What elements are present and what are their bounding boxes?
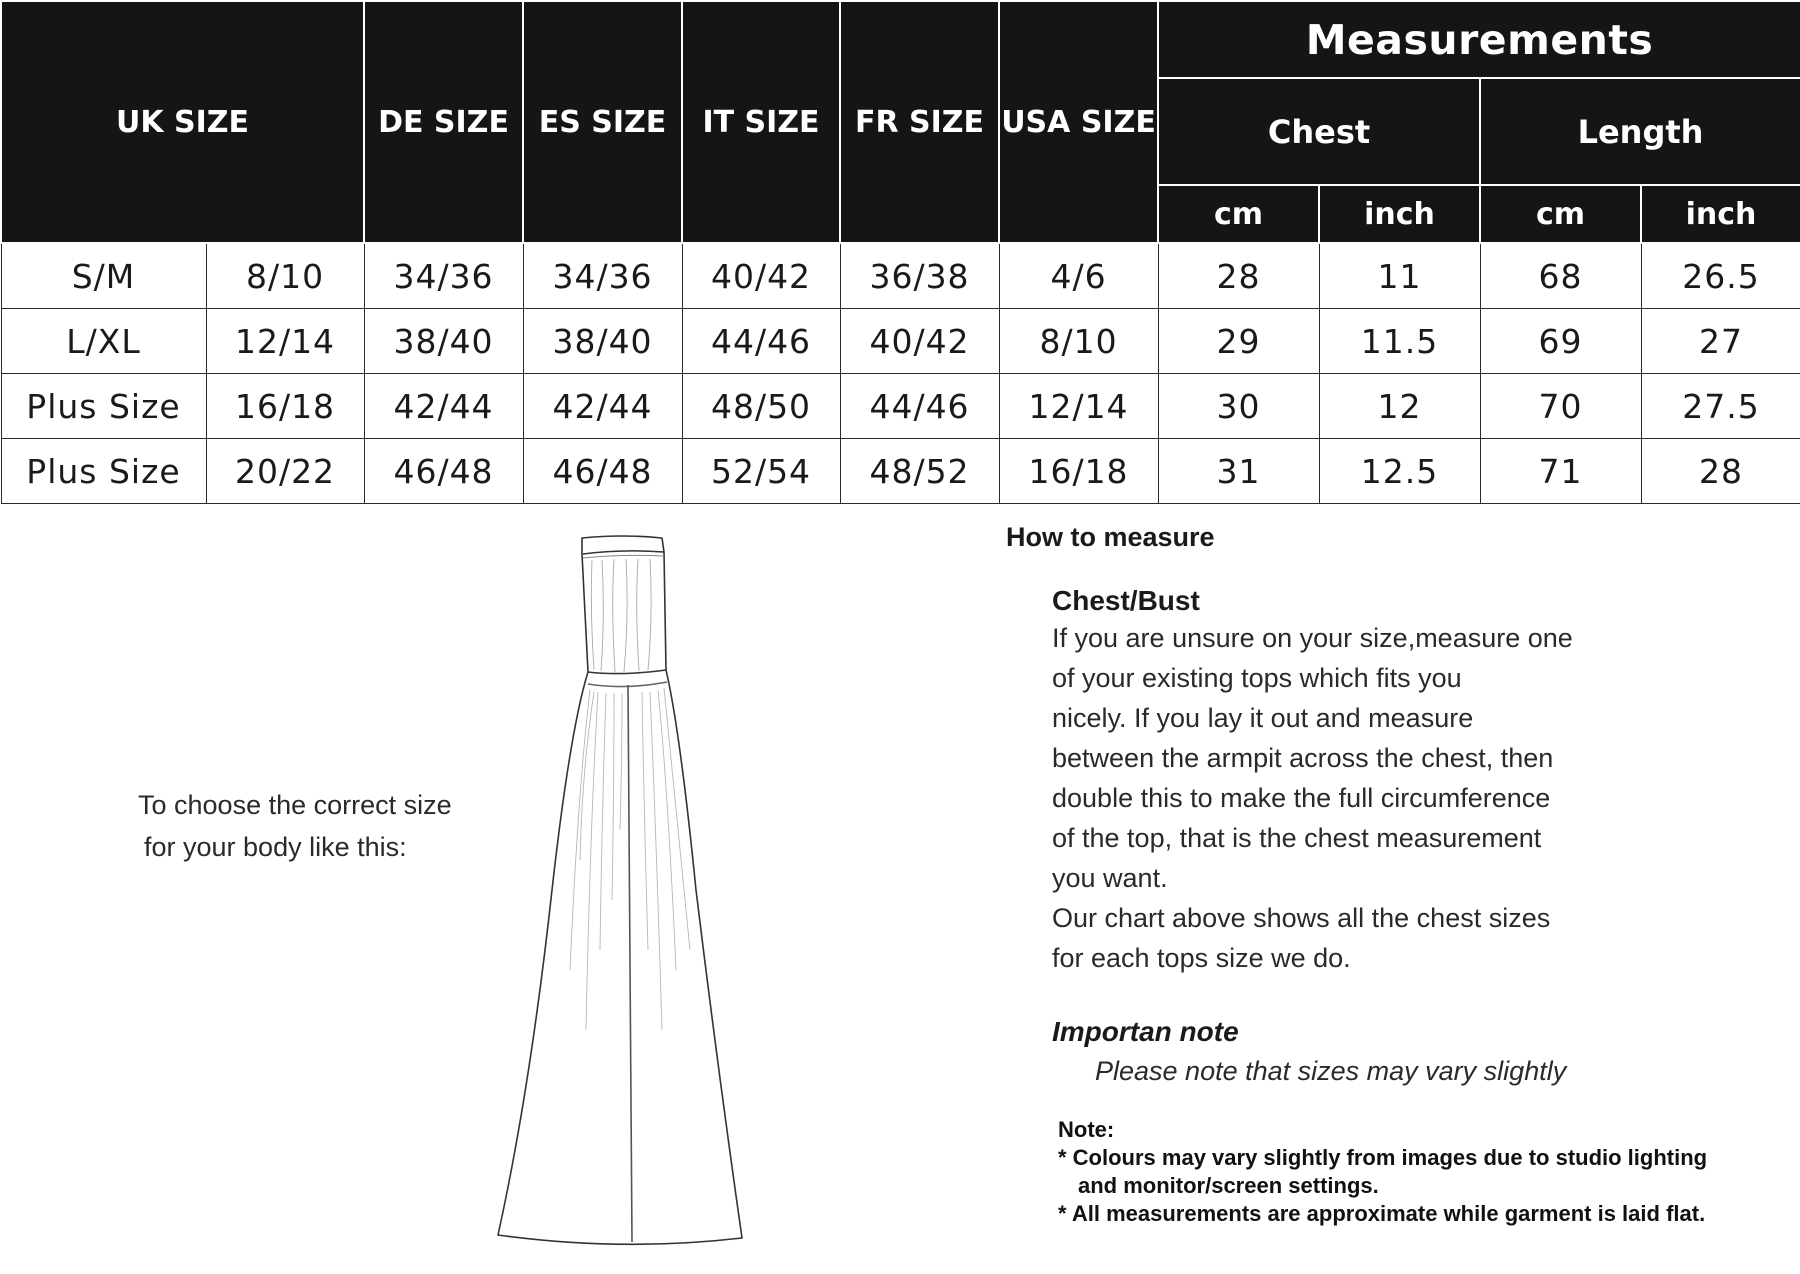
notes-line-1: * Colours may vary slightly from images due to studio lighting — [1058, 1145, 1708, 1170]
cell-de: 38/40 — [364, 309, 523, 374]
chest-line: nicely. If you lay it out and measure — [1052, 703, 1474, 733]
chest-line: Our chart above shows all the chest sizes — [1052, 903, 1551, 933]
cell-label: Plus Size — [1, 374, 206, 439]
header-chest-inch: inch — [1319, 185, 1480, 243]
choose-line-2: for your body like this: — [144, 832, 407, 862]
table-row — [1, 374, 1800, 439]
cell-label: L/XL — [1, 309, 206, 374]
chest-line: you want. — [1052, 863, 1168, 893]
table-row — [1, 243, 1800, 309]
cell-length-inch: 27.5 — [1641, 374, 1800, 439]
cell-chest-cm: 28 — [1158, 243, 1319, 309]
cell-length-cm: 71 — [1480, 439, 1641, 504]
cell-fr: 48/52 — [840, 439, 999, 504]
cell-label: Plus Size — [1, 439, 206, 504]
notes-title: Note: — [1058, 1117, 1115, 1142]
cell-es: 38/40 — [523, 309, 682, 374]
cell-chest-cm: 29 — [1158, 309, 1319, 374]
cell-usa: 16/18 — [999, 439, 1158, 504]
cell-length-cm: 70 — [1480, 374, 1641, 439]
chest-bust-title: Chest/Bust — [1052, 585, 1200, 616]
header-chest-cm: cm — [1158, 185, 1319, 243]
table-row — [1, 309, 1800, 374]
cell-length-cm: 68 — [1480, 243, 1641, 309]
header-es-size: ES SIZE — [523, 1, 682, 243]
cell-usa: 4/6 — [999, 243, 1158, 309]
table-row — [1, 439, 1800, 504]
cell-de: 34/36 — [364, 243, 523, 309]
chest-line: double this to make the full circumference — [1052, 783, 1551, 813]
cell-length-inch: 28 — [1641, 439, 1800, 504]
header-length: Length — [1480, 78, 1800, 185]
chest-line: between the armpit across the chest, then — [1052, 743, 1554, 773]
cell-chest-cm: 31 — [1158, 439, 1319, 504]
chest-line: of your existing tops which fits you — [1052, 663, 1462, 693]
cell-length-inch: 27 — [1641, 309, 1800, 374]
cell-fr: 36/38 — [840, 243, 999, 309]
cell-uk: 12/14 — [206, 309, 364, 374]
cell-fr: 44/46 — [840, 374, 999, 439]
cell-chest-inch: 11.5 — [1319, 309, 1480, 374]
footer-notes — [1058, 1116, 1707, 1228]
cell-uk: 8/10 — [206, 243, 364, 309]
notes-line-1b: and monitor/screen settings. — [1078, 1173, 1379, 1198]
cell-usa: 12/14 — [999, 374, 1158, 439]
cell-it: 44/46 — [682, 309, 840, 374]
how-to-measure-title: How to measure — [1006, 522, 1215, 552]
cell-chest-inch: 12 — [1319, 374, 1480, 439]
cell-chest-inch: 11 — [1319, 243, 1480, 309]
cell-chest-inch: 12.5 — [1319, 439, 1480, 504]
cell-es: 46/48 — [523, 439, 682, 504]
cell-it: 52/54 — [682, 439, 840, 504]
important-note-title: Importan note — [1052, 1016, 1239, 1047]
header-length-inch: inch — [1641, 185, 1800, 243]
cell-uk: 20/22 — [206, 439, 364, 504]
header-uk-size: UK SIZE — [1, 1, 364, 243]
header-usa-size: USA SIZE — [999, 1, 1158, 243]
chest-bust-instructions — [1052, 618, 1672, 978]
cell-de: 46/48 — [364, 439, 523, 504]
cell-chest-cm: 30 — [1158, 374, 1319, 439]
choose-size-text — [138, 784, 452, 868]
cell-de: 42/44 — [364, 374, 523, 439]
header-de-size: DE SIZE — [364, 1, 523, 243]
cell-it: 48/50 — [682, 374, 840, 439]
choose-line-1: To choose the correct size — [138, 790, 452, 820]
cell-length-inch: 26.5 — [1641, 243, 1800, 309]
cell-fr: 40/42 — [840, 309, 999, 374]
notes-line-2: * All measurements are approximate while garment is laid flat. — [1058, 1201, 1706, 1226]
cell-length-cm: 69 — [1480, 309, 1641, 374]
size-chart-table — [0, 0, 1800, 504]
cell-label: S/M — [1, 243, 206, 309]
dress-illustration — [490, 530, 750, 1250]
chest-line: of the top, that is the chest measurement — [1052, 823, 1542, 853]
header-measurements: Measurements — [1158, 1, 1800, 78]
cell-es: 34/36 — [523, 243, 682, 309]
important-note-text: Please note that sizes may vary slightly — [1095, 1056, 1567, 1086]
header-length-cm: cm — [1480, 185, 1641, 243]
chest-line: for each tops size we do. — [1052, 943, 1351, 973]
cell-it: 40/42 — [682, 243, 840, 309]
chest-line: If you are unsure on your size,measure one — [1052, 623, 1573, 653]
cell-usa: 8/10 — [999, 309, 1158, 374]
header-it-size: IT SIZE — [682, 1, 840, 243]
cell-uk: 16/18 — [206, 374, 364, 439]
header-chest: Chest — [1158, 78, 1480, 185]
header-fr-size: FR SIZE — [840, 1, 999, 243]
cell-es: 42/44 — [523, 374, 682, 439]
